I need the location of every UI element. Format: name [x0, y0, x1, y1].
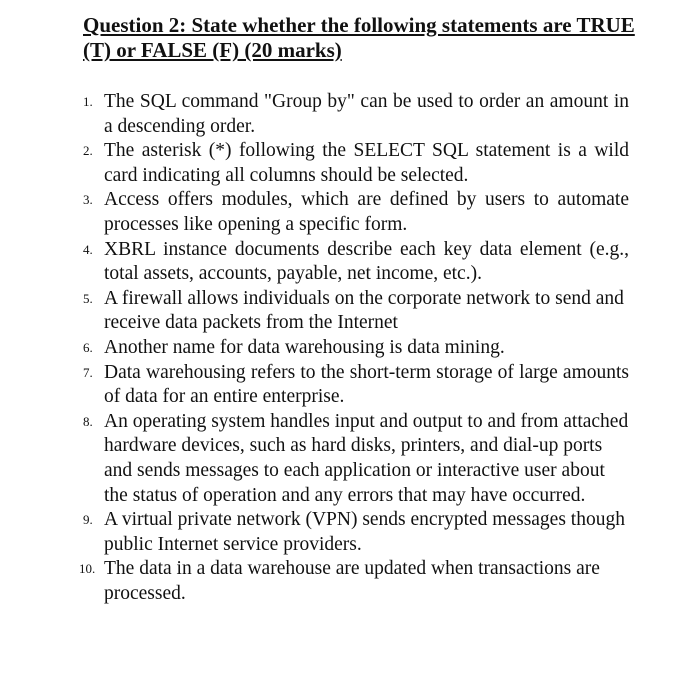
statement-text: A virtual private network (VPN) sends encrypted messages though public Internet service providers. [104, 509, 625, 555]
statement-number: 6. [83, 339, 93, 355]
statement-text: The data in a data warehouse are updated when transactions are processed. [104, 558, 600, 604]
statement-item-3 [83, 188, 629, 237]
statement-item-1 [83, 90, 629, 139]
statement-number: 8. [83, 413, 93, 429]
statement-text: Access offers modules, which are defined by users to automate processes like opening a specific form. [104, 189, 629, 235]
statement-text: An operating system handles input and output to and from attached hardware devices, such as hard disks, printers, and dial-up ports and sends messages to each application or interactive user about the status of operation and any errors that may have occurred. [104, 410, 629, 506]
statement-text: Another name for data warehousing is data mining. [104, 336, 505, 358]
statement-number: 9. [83, 512, 93, 528]
statement-text: The asterisk (*) following the SELECT SQL statement is a wild card indicating all columns should be selected. [104, 140, 629, 186]
statement-item-8 [83, 410, 629, 508]
statement-number: 7. [83, 364, 93, 380]
statement-text: Data warehousing refers to the short-term storage of large amounts of data for an entire enterprise. [104, 361, 629, 408]
statement-item-2 [83, 139, 629, 188]
statement-number: 3. [83, 192, 93, 208]
statement-text: A firewall allows individuals on the corporate network to send and receive data packets from the Internet [104, 287, 624, 334]
statement-text: XBRL instance documents describe each key data element (e.g., total assets, accounts, payable, net income, etc.). [104, 238, 629, 285]
statement-item-10 [79, 557, 629, 606]
statement-number: 10. [79, 561, 96, 577]
statement-number: 4. [83, 241, 93, 257]
statement-text: The SQL command "Group by" can be used to order an amount in a descending order. [104, 91, 629, 137]
statement-item-5 [83, 287, 629, 336]
statement-item-6 [83, 336, 629, 361]
statement-item-7 [83, 361, 629, 410]
statement-number: 5. [83, 290, 93, 306]
statement-list [79, 90, 629, 606]
statement-number: 2. [83, 143, 93, 159]
question-title: Question 2: State whether the following statements are TRUE (T) or FALSE (F) (20 marks) [83, 13, 635, 62]
statement-item-9 [83, 508, 629, 557]
statement-item-4 [83, 238, 629, 287]
statement-number: 1. [83, 94, 93, 109]
